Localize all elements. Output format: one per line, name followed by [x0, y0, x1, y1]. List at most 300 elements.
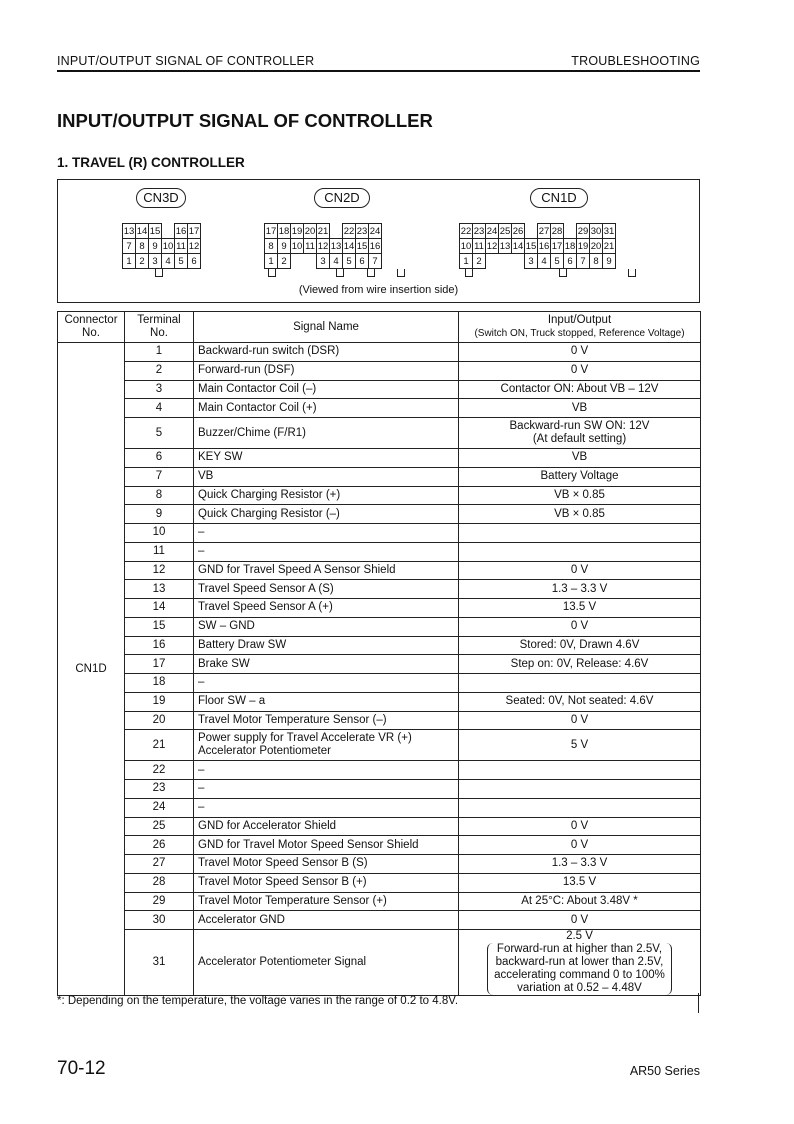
pin-cell: 24 [486, 225, 498, 237]
terminal-cell: 19 [125, 692, 194, 711]
signal-name: – [198, 526, 205, 539]
io-cell [459, 711, 701, 730]
terminal-cell: 26 [125, 836, 194, 855]
pin-gap [291, 254, 304, 269]
pin-cell: 13 [330, 240, 342, 252]
series-name: AR50 Series [629, 1064, 700, 1078]
latch-cn1d-2 [559, 269, 567, 277]
pin-cell: 2 [136, 254, 149, 269]
terminal-cell: 27 [125, 855, 194, 874]
signal-name: – [198, 801, 205, 814]
pin-gap [564, 224, 577, 239]
pin-cell: 23 [356, 225, 368, 237]
terminal-cell: 16 [125, 636, 194, 655]
pin-cell: 17 [188, 225, 200, 237]
io-cell [459, 380, 701, 399]
signal-name: Travel Speed Sensor A (+) [198, 601, 333, 614]
signal-name: Quick Charging Resistor (+) [198, 488, 341, 501]
signal-name: GND for Travel Motor Speed Sensor Shield [198, 838, 419, 851]
latch-cn2d-1 [268, 269, 276, 277]
io-cell [459, 561, 701, 580]
io-cell [459, 524, 701, 543]
terminal-cell: 1 [125, 343, 194, 362]
pin-cell: 3 [149, 254, 162, 269]
signal-cell [194, 798, 459, 817]
io-cell [459, 399, 701, 418]
pin-gap [162, 224, 175, 239]
io-note-bracket [487, 943, 672, 995]
pin-cell: 21 [603, 240, 615, 252]
table-row [58, 911, 701, 930]
terminal-cell: 17 [125, 655, 194, 674]
table-row [58, 399, 701, 418]
terminal-cell: 5 [125, 418, 194, 449]
pin-cell: 19 [291, 225, 303, 237]
pin-cell: 15 [356, 240, 368, 252]
table-row [58, 505, 701, 524]
footnote: *: Depending on the temperature, the voltage varies in the range of 0.2 to 4.8V. [57, 995, 459, 1007]
signal-table [57, 311, 701, 996]
io-cell [459, 817, 701, 836]
io-value: 0 V [570, 913, 589, 926]
latch-cn2d-4 [397, 269, 405, 277]
header-rule [57, 70, 700, 72]
signal-name: Travel Speed Sensor A (S) [198, 582, 334, 595]
signal-cell [194, 399, 459, 418]
signal-name: GND for Accelerator Shield [198, 819, 337, 832]
terminal-cell: 8 [125, 486, 194, 505]
table-header-row [58, 312, 701, 343]
pin-cell: 9 [603, 254, 616, 269]
pin-cell: 15 [525, 240, 537, 252]
pin-cell: 1 [460, 254, 473, 269]
pin-cell: 16 [369, 240, 381, 252]
table-row [58, 524, 701, 543]
pin-cell: 28 [551, 225, 563, 237]
signal-name: Buzzer/Chime (F/R1) [198, 426, 306, 439]
signal-cell [194, 636, 459, 655]
signal-name: – [198, 676, 205, 689]
latch-cn2d-3 [367, 269, 375, 277]
page-title: INPUT/OUTPUT SIGNAL OF CONTROLLER [57, 110, 433, 131]
signal-name: Quick Charging Resistor (–) [198, 507, 340, 520]
pin-cell: 29 [577, 225, 589, 237]
pin-cell: 11 [474, 240, 484, 252]
table-row [58, 761, 701, 780]
io-cell [459, 655, 701, 674]
io-value: 1.3 – 3.3 V [551, 582, 608, 595]
signal-name: VB [198, 470, 214, 483]
io-value: Stored: 0V, Drawn 4.6V [519, 638, 640, 651]
signal-name: Forward-run (DSF) [198, 364, 295, 377]
io-value: VB × 0.85 [554, 488, 605, 501]
pin-cell: 11 [176, 240, 186, 252]
terminal-cell: 31 [125, 930, 194, 996]
io-cell [459, 836, 701, 855]
signal-cell [194, 692, 459, 711]
pin-row [265, 239, 382, 254]
signal-cell [194, 599, 459, 618]
pin-cell: 6 [188, 254, 201, 269]
pin-cell: 14 [136, 225, 148, 237]
signal-cell [194, 836, 459, 855]
io-cell [459, 580, 701, 599]
pin-cell: 1 [265, 254, 278, 269]
pin-gap [512, 254, 525, 269]
pin-cell: 8 [265, 239, 278, 254]
table-row [58, 380, 701, 399]
pin-cell: 24 [369, 225, 381, 237]
signal-name: Backward-run switch (DSR) [198, 345, 340, 358]
latch-cn2d-2 [336, 269, 344, 277]
io-cell [459, 911, 701, 930]
signal-cell [194, 780, 459, 799]
connector-cell: CN1D [58, 343, 125, 996]
terminal-cell: 30 [125, 911, 194, 930]
signal-name: Main Contactor Coil (+) [198, 401, 317, 414]
latch-cn3d [155, 269, 163, 277]
table-row [58, 542, 701, 561]
pin-row [265, 254, 382, 269]
pin-cell: 30 [590, 225, 602, 237]
connector-label-cn2d: CN2D [314, 188, 370, 208]
signal-cell [194, 524, 459, 543]
signal-cell [194, 380, 459, 399]
terminal-cell: 3 [125, 380, 194, 399]
terminal-cell: 23 [125, 780, 194, 799]
signal-cell [194, 892, 459, 911]
pin-cell: 18 [564, 240, 576, 252]
connector-label-cn3d: CN3D [136, 188, 186, 208]
table-row [58, 892, 701, 911]
io-value: 0 V [570, 364, 589, 377]
io-cell [459, 636, 701, 655]
pin-row [123, 239, 201, 254]
pin-cell: 10 [291, 240, 303, 252]
header-connector: Connector No. [58, 312, 125, 343]
table-row [58, 817, 701, 836]
pin-cell: 13 [499, 240, 511, 252]
signal-cell [194, 542, 459, 561]
table-row [58, 361, 701, 380]
io-value: At 25°C: About 3.48V * [521, 894, 638, 907]
io-cell [459, 449, 701, 468]
pin-grid-cn2d [264, 223, 382, 269]
io-value: Step on: 0V, Release: 4.6V [510, 657, 649, 670]
signal-name: Power supply for Travel Accelerate VR (+) [198, 732, 412, 745]
io-cell [459, 892, 701, 911]
pin-gap [499, 254, 512, 269]
io-note-line: Forward-run at higher than 2.5V, [496, 943, 663, 955]
table-row [58, 798, 701, 817]
terminal-cell: 29 [125, 892, 194, 911]
table-row [58, 486, 701, 505]
io-cell [459, 674, 701, 693]
pin-cell: 20 [590, 240, 602, 252]
terminal-cell: 11 [125, 542, 194, 561]
pin-cell: 7 [123, 239, 136, 254]
pin-cell: 19 [577, 240, 589, 252]
running-header-section: TROUBLESHOOTING [571, 54, 700, 68]
signal-cell [194, 449, 459, 468]
pin-cell: 2 [278, 254, 291, 269]
pin-gap [330, 224, 343, 239]
pin-gap [486, 254, 499, 269]
io-value: Backward-run SW ON: 12V [509, 420, 650, 432]
pin-cell: 10 [460, 240, 472, 252]
io-value: 0 V [570, 345, 589, 358]
io-note-line: accelerating command 0 to 100% [494, 969, 665, 981]
terminal-cell: 13 [125, 580, 194, 599]
terminal-cell: 28 [125, 873, 194, 892]
io-value: 0 V [570, 713, 589, 726]
header-io-title: Input/Output [547, 314, 612, 326]
terminal-cell: 25 [125, 817, 194, 836]
terminal-cell: 10 [125, 524, 194, 543]
signal-cell [194, 930, 459, 996]
pin-cell: 14 [512, 240, 524, 252]
table-row [58, 617, 701, 636]
io-cell [459, 798, 701, 817]
io-value: Seated: 0V, Not seated: 4.6V [505, 695, 654, 708]
pin-cell: 10 [162, 240, 174, 252]
terminal-cell: 18 [125, 674, 194, 693]
pin-cell: 17 [551, 240, 563, 252]
signal-cell [194, 873, 459, 892]
signal-cell [194, 561, 459, 580]
terminal-cell: 20 [125, 711, 194, 730]
pin-cell: 4 [538, 254, 551, 269]
pin-gap [304, 254, 317, 269]
signal-cell [194, 655, 459, 674]
pin-cell: 12 [486, 240, 498, 252]
pin-cell: 2 [473, 254, 486, 269]
io-cell [459, 343, 701, 362]
signal-cell [194, 911, 459, 930]
pin-cell: 16 [538, 240, 550, 252]
pin-cell: 8 [590, 254, 603, 269]
io-value-line2: (At default setting) [532, 433, 627, 445]
signal-cell [194, 761, 459, 780]
pin-cell: 8 [136, 239, 149, 254]
io-cell [459, 692, 701, 711]
signal-name: SW – GND [198, 620, 255, 633]
signal-cell [194, 418, 459, 449]
io-value: 0 V [570, 838, 589, 851]
signal-cell [194, 505, 459, 524]
pin-cell: 3 [317, 254, 330, 269]
io-value: 0 V [570, 819, 589, 832]
running-header-title: INPUT/OUTPUT SIGNAL OF CONTROLLER [57, 54, 315, 68]
signal-name: Floor SW – a [198, 695, 266, 708]
table-row [58, 855, 701, 874]
io-value: Contactor ON: About VB – 12V [500, 382, 659, 395]
table-row [58, 467, 701, 486]
table-tail-rule [698, 993, 699, 1013]
pin-cell: 18 [278, 225, 290, 237]
io-cell [459, 855, 701, 874]
pin-cell: 14 [343, 240, 355, 252]
io-cell [459, 730, 701, 761]
pin-cell: 6 [356, 254, 369, 269]
pin-cell: 1 [123, 254, 136, 269]
terminal-cell: 22 [125, 761, 194, 780]
terminal-cell: 7 [125, 467, 194, 486]
io-value: VB × 0.85 [554, 507, 605, 520]
io-cell [459, 467, 701, 486]
pin-cell: 23 [473, 225, 485, 237]
table-row [58, 599, 701, 618]
pin-cell: 11 [305, 240, 315, 252]
signal-cell [194, 730, 459, 761]
io-value: 1.3 – 3.3 V [551, 857, 608, 870]
pin-row [123, 254, 201, 269]
pin-cell: 4 [330, 254, 343, 269]
io-cell [459, 486, 701, 505]
pin-row [265, 224, 382, 239]
signal-name: Travel Motor Temperature Sensor (+) [198, 894, 387, 907]
io-cell [459, 418, 701, 449]
terminal-cell: 12 [125, 561, 194, 580]
io-cell [459, 542, 701, 561]
pin-row [123, 224, 201, 239]
io-cell [459, 599, 701, 618]
io-value: 5 V [570, 738, 589, 751]
io-cell [459, 361, 701, 380]
latch-cn1d-1 [465, 269, 473, 277]
section-title: 1. TRAVEL (R) CONTROLLER [57, 155, 245, 170]
terminal-cell: 2 [125, 361, 194, 380]
signal-name: Travel Motor Speed Sensor B (S) [198, 857, 368, 870]
signal-cell [194, 855, 459, 874]
io-value: VB [571, 401, 588, 414]
pin-cell: 5 [551, 254, 564, 269]
pin-cell: 12 [188, 240, 200, 252]
signal-name: – [198, 763, 205, 776]
diagram-caption: (Viewed from wire insertion side) [298, 284, 459, 296]
terminal-cell: 9 [125, 505, 194, 524]
table-row [58, 711, 701, 730]
pin-cell: 3 [525, 254, 538, 269]
page-number: 70-12 [57, 1058, 106, 1079]
pin-cell: 22 [460, 225, 472, 237]
signal-cell [194, 486, 459, 505]
signal-name: GND for Travel Speed A Sensor Shield [198, 563, 396, 576]
table-row [58, 343, 701, 362]
signal-cell [194, 467, 459, 486]
pin-cell: 15 [149, 225, 161, 237]
pin-grid-cn1d [459, 223, 616, 269]
signal-name: Accelerator GND [198, 913, 285, 926]
io-note-line: variation at 0.52 – 4.48V [517, 982, 642, 994]
signal-table-body [58, 343, 701, 996]
table-row [58, 674, 701, 693]
pin-cell: 27 [538, 225, 550, 237]
connector-diagram [57, 179, 700, 303]
signal-cell [194, 361, 459, 380]
io-cell [459, 873, 701, 892]
pin-cell: 6 [564, 254, 577, 269]
pin-cell: 4 [162, 254, 175, 269]
signal-name: Accelerator Potentiometer Signal [198, 956, 367, 968]
pin-row [460, 254, 616, 269]
header-io [459, 312, 701, 343]
signal-name: KEY SW [198, 451, 243, 464]
io-cell [459, 505, 701, 524]
terminal-cell: 15 [125, 617, 194, 636]
pin-cell: 5 [175, 254, 188, 269]
table-row [58, 836, 701, 855]
pin-gap [525, 224, 538, 239]
signal-cell [194, 343, 459, 362]
signal-name: Brake SW [198, 657, 250, 670]
io-cell [459, 761, 701, 780]
pin-grid-cn3d [122, 223, 201, 269]
header-signal: Signal Name [194, 312, 459, 343]
table-row [58, 418, 701, 449]
io-value: 2.5 V [566, 930, 593, 942]
table-row [58, 580, 701, 599]
terminal-cell: 14 [125, 599, 194, 618]
io-note-line: backward-run at lower than 2.5V, [495, 956, 664, 968]
latch-cn1d-3 [628, 269, 636, 277]
signal-cell [194, 617, 459, 636]
signal-name: Travel Motor Temperature Sensor (–) [198, 713, 387, 726]
signal-cell [194, 580, 459, 599]
pin-cell: 5 [343, 254, 356, 269]
table-row [58, 561, 701, 580]
pin-cell: 9 [149, 239, 162, 254]
io-value: 13.5 V [562, 601, 597, 614]
terminal-cell: 21 [125, 730, 194, 761]
signal-name: – [198, 782, 205, 795]
pin-cell: 12 [317, 240, 329, 252]
table-row [58, 780, 701, 799]
signal-name: Battery Draw SW [198, 638, 287, 651]
table-row [58, 449, 701, 468]
pin-cell: 9 [278, 239, 291, 254]
pin-cell: 16 [175, 225, 187, 237]
pin-cell: 7 [369, 254, 382, 269]
io-value: VB [571, 451, 588, 464]
signal-cell [194, 817, 459, 836]
pin-cell: 22 [343, 225, 355, 237]
pin-cell: 25 [499, 225, 511, 237]
io-cell [459, 930, 701, 996]
connector-label-cn1d: CN1D [530, 188, 588, 208]
signal-name: Main Contactor Coil (–) [198, 382, 317, 395]
table-row [58, 873, 701, 892]
header-terminal: Terminal No. [125, 312, 194, 343]
terminal-cell: 4 [125, 399, 194, 418]
table-row [58, 692, 701, 711]
pin-cell: 7 [577, 254, 590, 269]
io-value: 13.5 V [562, 876, 597, 889]
table-row [58, 930, 701, 996]
terminal-cell: 6 [125, 449, 194, 468]
io-cell [459, 780, 701, 799]
pin-cell: 13 [123, 225, 135, 237]
table-row [58, 730, 701, 761]
io-value: Battery Voltage [540, 470, 619, 483]
signal-name-line2: Accelerator Potentiometer [198, 745, 331, 758]
pin-cell: 21 [317, 225, 329, 237]
pin-row [460, 239, 616, 254]
pin-row [460, 224, 616, 239]
signal-cell [194, 711, 459, 730]
pin-cell: 26 [512, 225, 524, 237]
io-value: 0 V [570, 620, 589, 633]
